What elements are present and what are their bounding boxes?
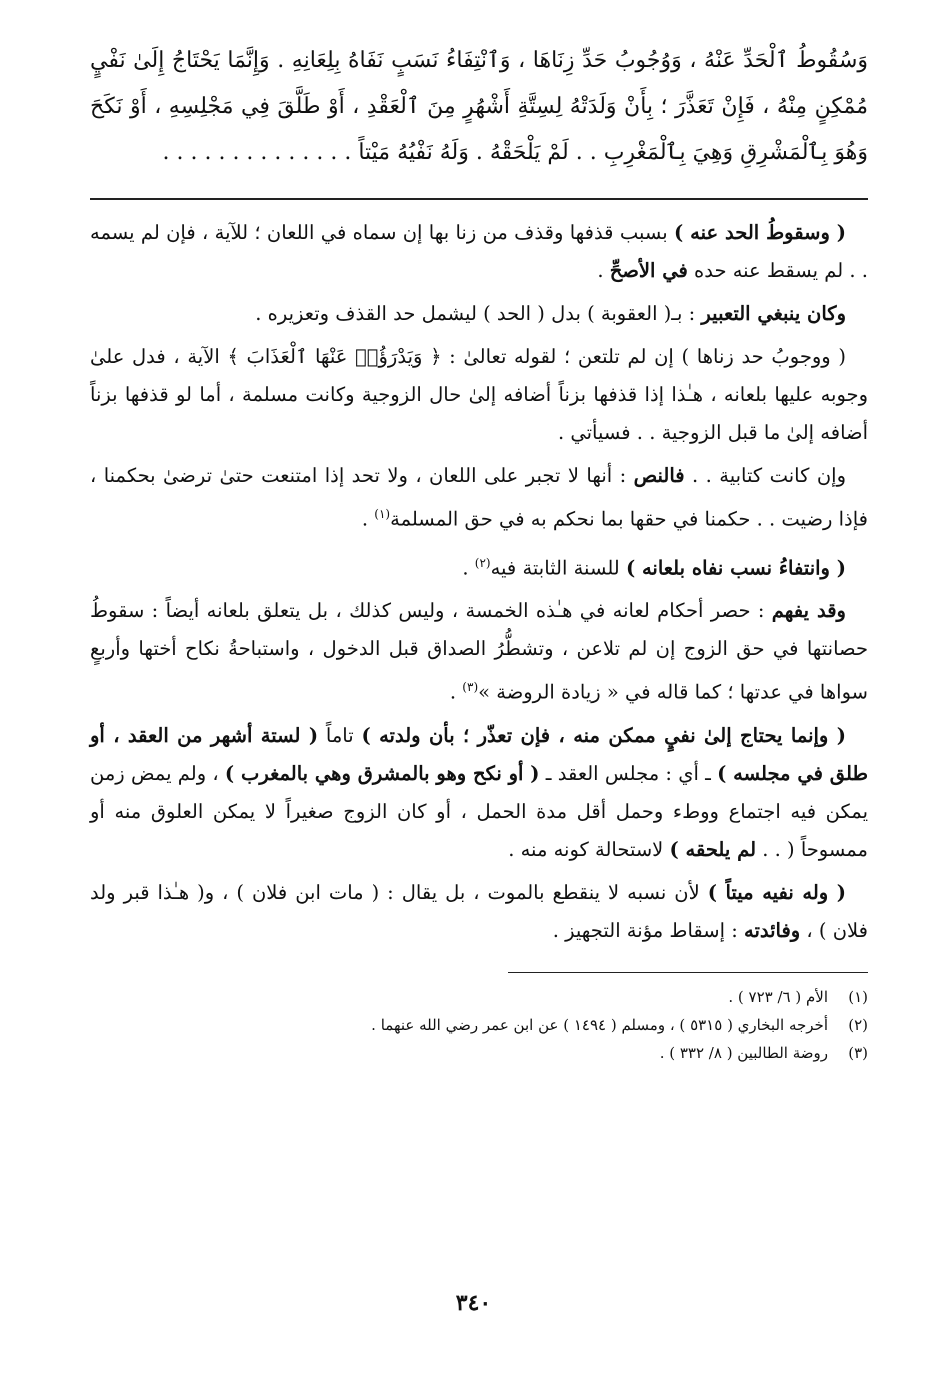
text-run: .: [361, 507, 375, 531]
footnote-3: (٣) روضة الطالبين ( ٨/ ٣٣٢ ) .: [659, 1043, 868, 1062]
text-run: للسنة الثابتة فيه: [490, 556, 626, 579]
bold-phrase: ( وإنما يحتاج إلىٰ نفيٍ ممكن منه ، فإن تعذّر ؛ بأن ولدته ): [361, 723, 846, 747]
commentary-paragraph: [90, 544, 868, 588]
text-run: : أنها لا تجبر على اللعان ، ولا تحد إذا امتنعت حتىٰ ترضىٰ بحكمنا ، فإذا رضيت . . حكمنا في حقها بما نحكم به في حق المسلمة: [90, 464, 868, 531]
bold-phrase: في الأصحِّ: [609, 259, 688, 282]
page-number: ٣٤٠: [455, 1290, 492, 1316]
bold-phrase: لم يلحقه ): [669, 837, 757, 861]
footnote-1: (١) الأم ( ٦/ ٧٢٣ ) .: [728, 987, 868, 1006]
commentary-paragraph: [90, 457, 868, 539]
footnote-ref: (١): [374, 507, 391, 521]
text-run: ـ أي : مجلس العقد ـ: [539, 761, 718, 785]
commentary-paragraph: [90, 338, 868, 452]
text-run: وإن كانت كتابية . .: [684, 464, 846, 487]
footnote-ref: (٣): [462, 680, 479, 694]
bold-phrase: فالنص: [633, 464, 685, 487]
text-run: : بـ( العقوبة ) بدل ( الحد ) ليشمل حد القذف وتعزيره .: [255, 302, 702, 325]
text-run: ( ووجوبُ حد زناها ) إن لم تلتعن ؛ لقوله تعالىٰ : ﴿ وَيَدْرَؤُا۟ عَنْهَا ٱلْعَذَابَ ﴾ الآية ، فدل علىٰ وجوبه عليها بلعانه ، هـٰذا إذا قذفها بزناً أضافه إلىٰ حال الزوجية وكانت مسلمة ، أما لو قذفها بزناً أضافه إلىٰ ما قبل الزوجية . . فسيأتي .: [90, 345, 868, 444]
bold-phrase: وقد يفهم: [771, 599, 846, 622]
text-run: لأن نسبه لا ينقطع بالموت ، بل يقال : ( مات ابن فلان ) ، و( هـٰذا قبر ولد فلان ) ،: [90, 880, 868, 942]
text-run: تاماً: [318, 723, 362, 747]
text-run: : إسقاط مؤنة التجهيز .: [552, 918, 744, 942]
separator-line: [90, 198, 868, 200]
commentary-text: [90, 214, 868, 950]
bold-phrase: وفائدته: [743, 918, 801, 942]
text-run: .: [462, 556, 475, 579]
commentary-paragraph: [90, 214, 868, 290]
bold-phrase: ( وله نفيه ميتاً ): [707, 880, 846, 904]
commentary-paragraph: [90, 592, 868, 712]
footnote-separator: [508, 972, 868, 973]
text-run: لاستحالة كونه منه .: [508, 837, 670, 861]
text-run: .: [597, 259, 610, 282]
bold-phrase: وكان ينبغي التعبير: [701, 302, 846, 325]
footnotes: [90, 983, 868, 1067]
text-run: : حصر أحكام لعانه في هـٰذه الخمسة ، وليس كذلك ، بل يتعلق بلعانه أيضاً : سقوطُ حصانتها في حق الزوج إن لم تلاعن ، وتشطُّرُ الصداق قبل الدخول ، واستباحةُ نكاح أختها وأربعٍ سواها في عدتها ؛ كما قاله في « زيادة الروضة »: [90, 599, 868, 704]
bold-phrase: ( وسقوطُ الحد عنه ): [674, 221, 847, 244]
text-run: ، ولم يمض زمن يمكن فيه اجتماع ووطء وحمل أقل مدة الحمل ، أو كان الزوج صغيراً لا يمكن العلوق منه أو ممسوحاً ( . .: [90, 761, 868, 861]
commentary-paragraph: [90, 874, 868, 950]
commentary-paragraph: [90, 717, 868, 869]
matn-paragraph: وَسُقُوطُ ٱلْحَدِّ عَنْهُ ، وَوُجُوبُ حَدِّ زِنَاهَا ، وَٱنْتِفَاءُ نَسَبٍ نَفَاهُ بِلِعَانِهِ . وَإِنَّمَا يَحْتَاجُ إِلَىٰ نَفْيٍ مُمْكِنٍ مِنْهُ ، فَإِنْ تَعَذَّرَ ؛ بِأَنْ وَلَدَتْهُ لِسِتَّةِ أَشْهُرٍ مِنَ ٱلْعَقْدِ ، أَوْ طَلَّقَ فِي مَجْلِسِهِ ، أَوْ نَكَحَ وَهُوَ بِٱلْمَشْرِقِ وَهِيَ بِٱلْمَغْرِبِ . . لَمْ يَلْحَقْهُ . وَلَهُ نَفْيُهُ مَيْتاً . . . . . . . . . . . . . .: [90, 48, 868, 165]
footnote-2: (٢) أخرجه البخاري ( ٥٣١٥ ) ، ومسلم ( ١٤٩٤ ) عن ابن عمر رضي الله عنهما .: [371, 1015, 868, 1034]
text-run: بسبب قذفها وقذف من زنا بها إن سماه في اللعان ؛ للآية ، فإن لم يسمه . . لم يسقط عنه حده: [90, 221, 868, 282]
page-body: [90, 38, 868, 1067]
main-text: [90, 38, 868, 176]
bold-phrase: ( أو نكح وهو بالمشرق وهي بالمغرب ): [224, 761, 540, 785]
footnote-ref: (٢): [474, 555, 491, 570]
bold-phrase: ( وانتفاءُ نسب نفاه بلعانه ): [625, 556, 846, 579]
text-run: .: [449, 680, 463, 704]
bold-phrase: ( لستة أشهر من العقد ، أو طلق في مجلسه ): [90, 723, 868, 785]
commentary-paragraph: [90, 295, 868, 333]
